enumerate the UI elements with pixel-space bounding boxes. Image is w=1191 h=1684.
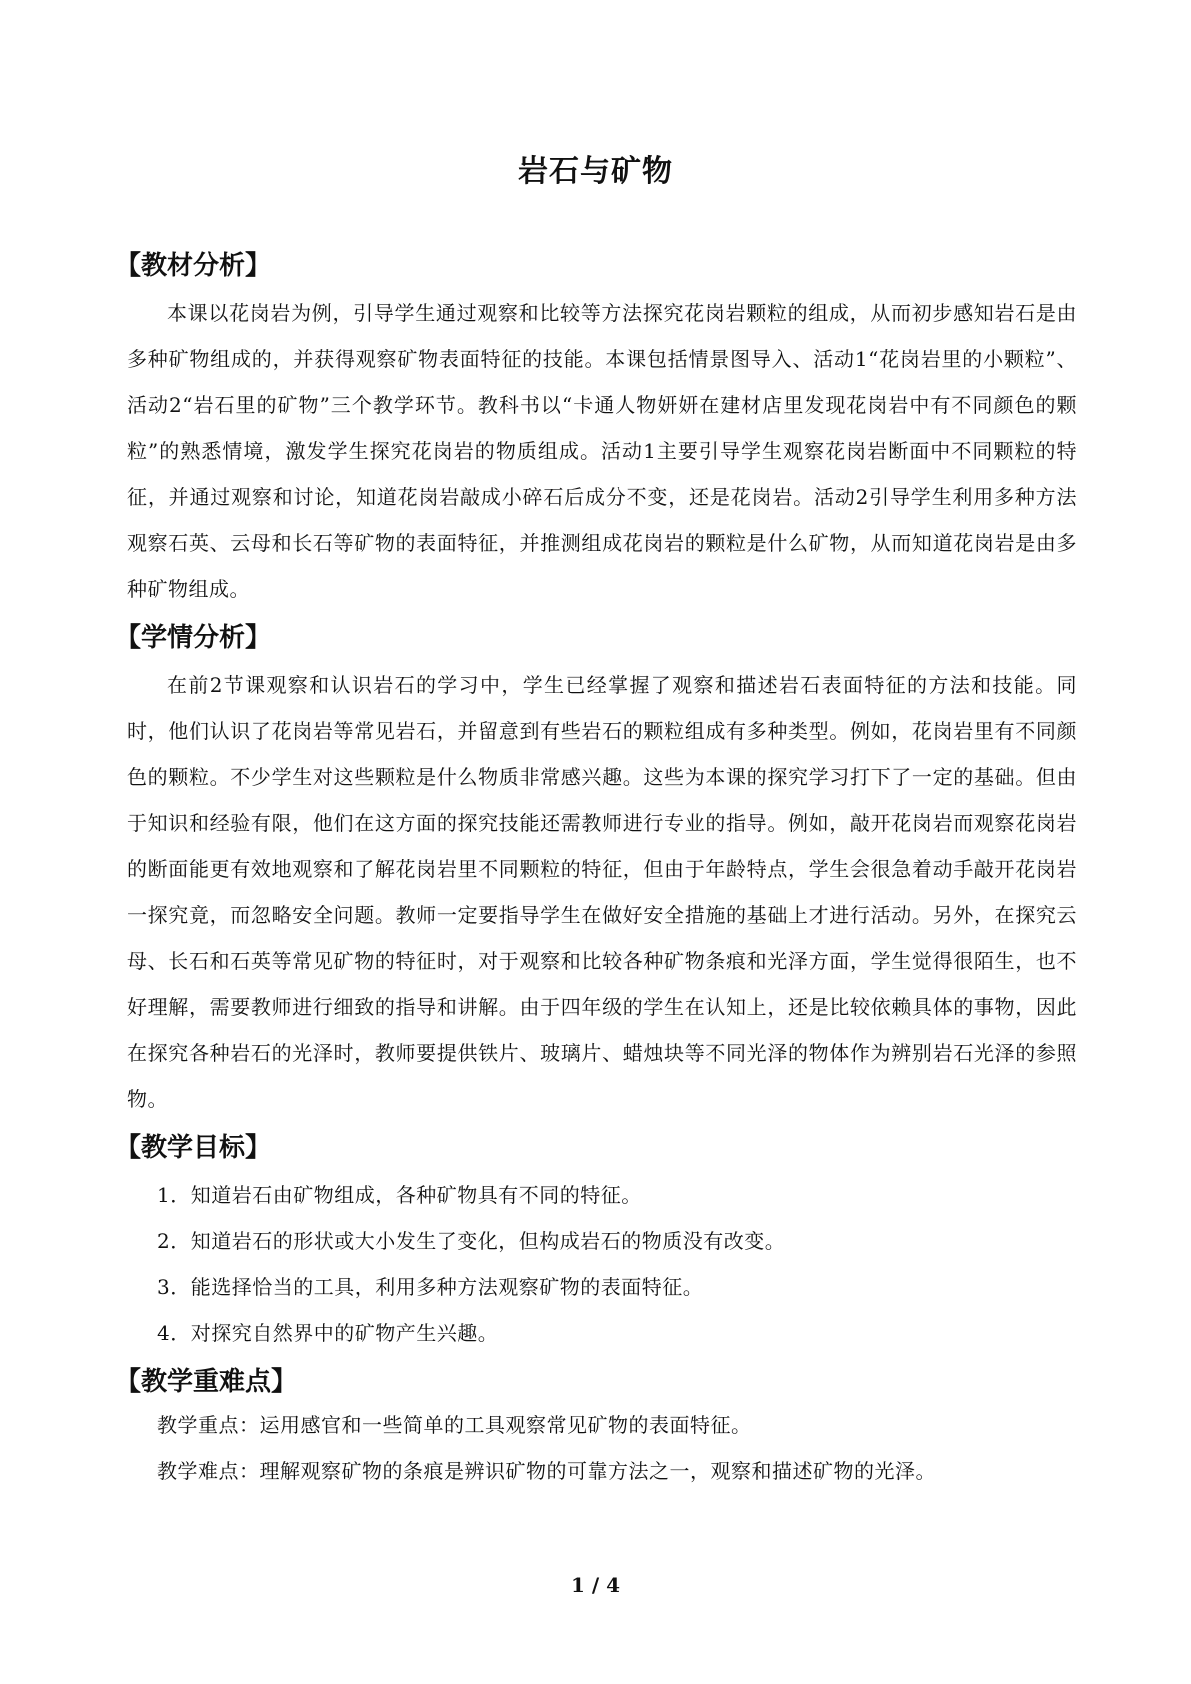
section-material-analysis — [115, 246, 1077, 612]
page-indicator: 1 / 4 — [570, 1573, 621, 1597]
section-heading-teaching-goals: 【教学目标】 — [115, 1133, 272, 1163]
section-heading-student-analysis: 【学情分析】 — [115, 623, 272, 653]
section-key-points — [115, 1362, 1077, 1494]
section-heading-material-analysis: 【教材分析】 — [115, 251, 272, 281]
material-analysis-paragraph: 本课以花岗岩为例，引导学生通过观察和比较等方法探究花岗岩颗粒的组成，从而初步感知岩石是由多种矿物组成的，并获得观察矿物表面特征的技能。本课包括情景图导入、活动1“花岗岩里的小颗粒”、活动2“岩石里的矿物”三个教学环节。教科书以“卡通人物妍妍在建材店里发现花岗岩中有不同颜色的颗粒”的熟悉情境，激发学生探究花岗岩的物质组成。活动1主要引导学生观察花岗岩断面中不同颗粒的特征，并通过观察和讨论，知道花岗岩敲成小碎石后成分不变，还是花岗岩。活动2引导学生利用多种方法观察石英、云母和长石等矿物的表面特征，并推测组成花岗岩的颗粒是什么矿物，从而知道花岗岩是由多种矿物组成。 — [127, 301, 1077, 601]
goal-item: 3．能选择恰当的工具，利用多种方法观察矿物的表面特征。 — [157, 1275, 704, 1299]
student-analysis-paragraph: 在前2节课观察和认识岩石的学习中，学生已经掌握了观察和描述岩石表面特征的方法和技能。同时，他们认识了花岗岩等常见岩石，并留意到有些岩石的颗粒组成有多种类型。例如，花岗岩里有不同颜色的颗粒。不少学生对这些颗粒是什么物质非常感兴趣。这些为本课的探究学习打下了一定的基础。但由于知识和经验有限，他们在这方面的探究技能还需教师进行专业的指导。例如，敲开花岗岩而观察花岗岩的断面能更有效地观察和了解花岗岩里不同颗粒的特征，但由于年龄特点，学生会很急着动手敲开花岗岩一探究竟，而忽略安全问题。教师一定要指导学生在做好安全措施的基础上才进行活动。另外，在探究云母、长石和石英等常见矿物的特征时，对于观察和比较各种矿物条痕和光泽方面，学生觉得很陌生，也不好理解，需要教师进行细致的指导和讲解。由于四年级的学生在认知上，还是比较依赖具体的事物，因此在探究各种岩石的光泽时，教师要提供铁片、玻璃片、蜡烛块等不同光泽的物体作为辨别岩石光泽的参照物。 — [127, 673, 1077, 1111]
goal-item: 1．知道岩石由矿物组成，各种矿物具有不同的特征。 — [157, 1183, 642, 1207]
teaching-goals-list — [127, 1172, 1077, 1356]
document-body — [115, 246, 1077, 1494]
teaching-difficulty: 教学难点：理解观察矿物的条痕是辨识矿物的可靠方法之一，观察和描述矿物的光泽。 — [157, 1459, 936, 1483]
section-teaching-goals — [115, 1128, 1077, 1356]
page-title: 岩石与矿物 — [518, 154, 673, 189]
goal-item: 2．知道岩石的形状或大小发生了变化，但构成岩石的物质没有改变。 — [157, 1229, 786, 1253]
teaching-focus: 教学重点：运用感官和一些简单的工具观察常见矿物的表面特征。 — [157, 1413, 752, 1437]
section-student-analysis — [115, 618, 1077, 1122]
goal-item: 4．对探究自然界中的矿物产生兴趣。 — [157, 1321, 499, 1345]
section-heading-key-points: 【教学重难点】 — [115, 1367, 298, 1397]
